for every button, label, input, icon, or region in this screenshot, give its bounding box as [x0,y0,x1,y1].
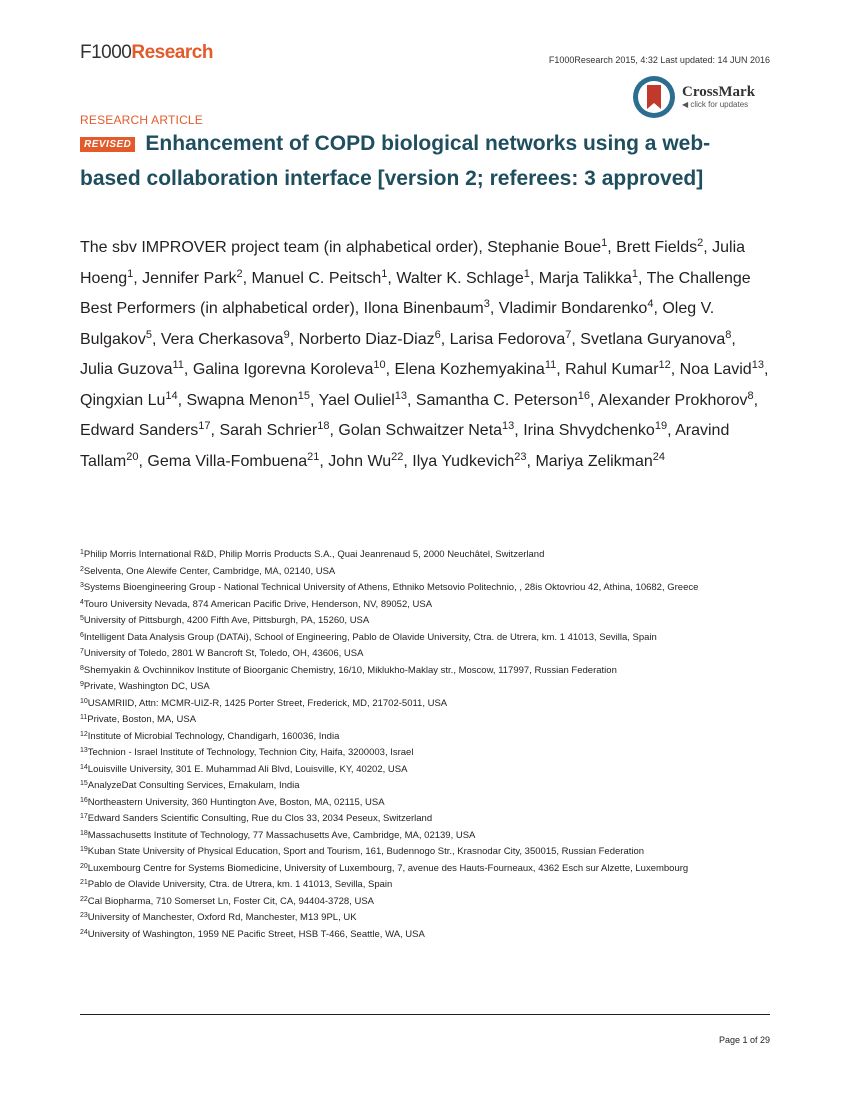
author[interactable] [535,450,666,470]
affiliation [80,663,770,680]
affiliation [80,613,770,630]
author-affiliation-ref[interactable]: 8 [725,328,732,341]
author-name: Elena Kozhemyakina [394,361,545,378]
author-name: Rahul Kumar [565,361,659,378]
author-affiliation-ref[interactable]: 14 [165,389,178,402]
affiliation [80,877,770,894]
author-affiliation-ref[interactable]: 10 [373,359,386,371]
affiliation-text: Private, Boston, MA, USA [87,714,197,725]
author-name: Walter K. Schlage [396,269,524,287]
author-name: Larisa Fedorova [449,330,566,348]
author-affiliation-ref[interactable]: 1 [631,267,638,280]
author-name: Galina Igorevna Koroleva [192,361,374,378]
affiliation-text: Luxembourg Centre for Systems Biomedicine, University of Luxembourg, 7, avenue des Hauts-Fourneaux, 4362 Esch sur Alzette, Luxembourg [87,862,689,874]
affiliation-number: 9 [80,681,84,688]
author-name: Jennifer Park [142,269,237,287]
affiliation-text: University of Pittsburgh, 4200 Fifth Ave, Pittsburgh, PA, 15260, USA [83,615,370,626]
author-name: Ilya Yudkevich [412,452,515,470]
author-name: Golan Schwaitzer Neta [338,422,503,439]
affiliation-text: University of Washington, 1959 NE Pacific Street, HSB T-466, Seattle, WA, USA [87,928,425,940]
affiliation-text: Cal Biopharma, 710 Somerset Ln, Foster Cit, CA, 94404-3728, USA [87,895,374,907]
affiliation [80,844,770,861]
affiliation-text: Technion - Israel Institute of Technology, Technion City, Haifa, 3200003, Israel [87,747,414,758]
affiliation-number: 11 [80,714,88,721]
affiliation-number: 18 [80,829,88,837]
author[interactable] [680,361,764,378]
author[interactable] [499,300,654,317]
affiliation-text: University of Manchester, Oxford Rd, Manchester, M13 9PL, UK [87,912,357,923]
affiliation [80,597,770,614]
author[interactable] [80,389,178,409]
affiliation-text: AnalyzeDat Consulting Services, Ernakulam, India [87,780,300,791]
author[interactable] [251,267,388,287]
affiliation-number: 10 [80,697,88,705]
author-affiliation-ref[interactable]: 7 [565,328,572,341]
author[interactable] [338,422,514,439]
affiliation-text: Private, Washington DC, USA [83,681,210,692]
author[interactable] [598,389,754,409]
author-name: Mariya Zelikman [535,452,653,470]
affiliation-text: Louisville University, 301 E. Muhammad Ali Blvd, Louisville, KY, 40202, USA [87,763,408,775]
affiliation [80,778,770,795]
author-name: Julia Hoeng [80,239,746,287]
author[interactable] [193,361,386,378]
author-affiliation-ref[interactable]: 5 [145,328,152,341]
author-name: Oleg V. Bulgakov [80,300,715,348]
affiliation [80,679,770,696]
author-affiliation-ref[interactable]: 22 [391,450,404,463]
citation-line: F1000Research 2015, 4:32 Last updated: 14 JUN 2016 [548,55,770,65]
affiliation-number: 4 [80,598,84,606]
affiliation-number: 13 [80,747,88,754]
author-name: Norberto Diaz-Diaz [298,330,435,348]
author[interactable] [298,328,441,348]
affiliation-text: Edward Sanders Scientific Consulting, Rue du Clos 33, 2034 Peseux, Switzerland [87,813,433,824]
author-affiliation-ref[interactable]: 20 [126,450,139,463]
author-affiliation-ref[interactable]: 2 [236,267,243,280]
author-affiliation-ref[interactable]: 24 [652,450,666,463]
author-name: Gema Villa-Fombuena [147,452,308,470]
affiliation-list [80,547,770,943]
affiliation-number: 8 [80,664,84,672]
author-name: Noa Lavid [679,361,752,378]
affiliation [80,910,770,927]
author[interactable] [142,267,243,287]
author-affiliation-ref[interactable]: 13 [394,389,408,402]
author[interactable] [80,239,607,256]
page-number: Page 1 of 29 [718,1035,770,1045]
author-name: Marja Talikka [538,269,632,287]
crossmark-title: CrossMark [682,83,756,100]
author-name: Vera Cherkasova [160,330,284,348]
author-affiliation-ref[interactable]: 4 [647,298,654,310]
affiliation-text: Institute of Microbial Technology, Chandigarh, 160036, India [87,730,340,742]
affiliation [80,861,770,878]
crossmark-icon [632,75,676,119]
logo-prefix: F1000 [80,42,132,63]
author-name: John Wu [328,452,392,470]
affiliation [80,762,770,779]
footer-divider [80,1014,770,1015]
author[interactable] [219,422,329,439]
revised-badge: REVISED [80,137,135,152]
affiliation-number: 5 [80,615,84,622]
affiliation [80,729,770,746]
affiliation [80,580,770,597]
author-list: The sbv IMPROVER project team (in alphabetical order), Stephanie Boue$^1$, Brett Fields$^2$, Julia Hoeng$^1$, Jennifer Park$^2$, Manuel C. Peitsch$^1$, Walter K. Schlage$^1$, Marja Talikka$^1$, The Challenge Best Performers (in alphabetical order), Ilona Binenbaum$^3$, Vladimir Bondarenko$^4$, Oleg V. Bulgakov$^5$, Vera Cherkasova$^9$, Norberto Diaz-Diaz$^6$, Larisa Fedorova$^7$, Svetlana Guryanova$^8$, Julia Guzova$^{11}$, Galina Igorevna Koroleva$^{10}$, Elena Kozhemyakina$^{11}$, Rahul Kumar$^{12}$, Noa Lavid$^{13}$, Qingxian Lu$^{14}$, Swapna Menon$^{15}$, Yael Ouliel$^{13}$, Samantha C. Peterson$^{16}$, Alexander Prokhorov$^8$, Edward Sanders$^{17}$, Sarah Schrier$^{18}$, Golan Schwaitzer Neta$^{13}$, Irina Shvydchenko$^{19}$, Aravind Tallam$^{20}$, Gema Villa-Fombuena$^{21}$, John Wu$^{22}$, Ilya Yudkevich$^{23}$, Mariya Zelikman$^{24}$ [80,237,769,470]
affiliation-text: Intelligent Data Analysis Group (DATAi), School of Engineering, Pablo de Olavide University, Ctra. de Utrera, km. 1 41013, Sevilla, Spain [83,631,657,643]
affiliation [80,646,770,663]
author-affiliation-ref[interactable]: 1 [127,267,134,280]
author[interactable] [415,389,591,409]
author-name: Brett Fields [616,239,698,256]
affiliation [80,564,770,581]
affiliation-number: 14 [80,763,88,771]
affiliation-text: USAMRIID, Attn: MCMR-UIZ-R, 1425 Porter Street, Frederick, MD, 21702-5011, USA [87,697,448,709]
author-affiliation-ref[interactable]: 19 [654,420,668,432]
author[interactable] [538,267,638,287]
author[interactable] [318,389,408,409]
affiliation-number: 7 [80,648,84,655]
article-title-text: Enhancement of COPD biological networks using a web-based collaboration interface [version 2; referees: 3 approved] [80,132,711,190]
affiliation [80,811,770,828]
affiliation-number: 6 [80,631,84,639]
affiliation-text: Touro University Nevada, 874 American Pacific Drive, Henderson, NV, 89052, USA [83,598,433,610]
affiliation-text: University of Toledo, 2801 W Bancroft St, Toledo, OH, 43606, USA [83,648,364,659]
author-affiliation-ref[interactable]: 16 [577,389,591,402]
author-affiliation-ref[interactable]: 3 [483,298,490,310]
author-affiliation-ref[interactable]: 13 [751,359,764,371]
affiliation-text: Kuban State University of Physical Education, Sport and Tourism, 161, Budennogo Str., Krasnodar City, 350015, Russian Federation [87,846,645,857]
author-affiliation-ref[interactable]: 12 [658,359,671,371]
affiliation-number: 2 [80,565,84,573]
author-name: Edward Sanders [80,422,199,439]
affiliation-number: 23 [80,912,88,919]
author[interactable] [396,267,530,287]
affiliation-number: 24 [80,928,88,936]
author-affiliation-ref[interactable]: 21 [307,450,320,463]
author-name: The sbv IMPROVER project team (in alphabetical order), Stephanie Boue [80,239,602,256]
affiliation [80,630,770,647]
author[interactable] [412,450,527,470]
author-affiliation-ref[interactable]: 11 [544,359,557,371]
author-affiliation-ref[interactable]: 11 [172,359,184,371]
author[interactable] [565,361,671,378]
author[interactable] [449,328,572,348]
affiliation [80,927,770,944]
author-name: Manuel C. Peitsch [251,269,382,287]
author[interactable] [580,328,732,348]
affiliation-text: Massachusetts Institute of Technology, 77 Massachusetts Ave, Cambridge, MA, 02139, USA [87,829,476,841]
author-name: Sarah Schrier [219,422,318,439]
author-affiliation-ref[interactable]: 13 [502,420,515,432]
affiliation [80,795,770,812]
affiliation-number: 17 [80,813,88,820]
author-name: The Challenge Best Performers (in alphabetical order), Ilona Binenbaum [80,269,751,317]
affiliation-number: 20 [80,862,88,870]
article-type: RESEARCH ARTICLE [80,113,204,127]
author-affiliation-ref[interactable]: 1 [381,267,388,280]
affiliation-text: Philip Morris International R&D, Philip Morris Products S.A., Quai Jeanrenaud 5, 2000 Neuchâtel, Switzerland [83,549,545,560]
affiliation [80,745,770,762]
author[interactable] [186,389,310,409]
affiliation-number: 19 [80,846,88,853]
author-name: Swapna Menon [186,391,298,409]
author[interactable] [523,422,667,439]
author-name: Yael Ouliel [318,391,395,409]
author[interactable] [328,450,404,470]
affiliation [80,712,770,729]
logo-suffix: Research [131,42,213,63]
author-name: Qingxian Lu [80,391,166,409]
affiliation-text: Systems Bioengineering Group - National Technical University of Athens, Ethniko Metsovio Politechnio, , 28is Oktovriou 42, Athina, 10682, Greece [83,582,699,593]
author-affiliation-ref[interactable]: 17 [198,420,211,432]
author-affiliation-ref[interactable]: 9 [283,328,290,341]
author-affiliation-ref[interactable]: 2 [697,237,704,249]
author-affiliation-ref[interactable]: 23 [514,450,527,463]
author[interactable] [80,361,184,378]
author-affiliation-ref[interactable]: 18 [317,420,330,432]
affiliation [80,894,770,911]
affiliation-number: 12 [80,730,88,738]
affiliation-text: Selventa, One Alewife Center, Cambridge, MA, 02140, USA [83,565,336,577]
affiliation-text: Pablo de Olavide University, Ctra. de Utrera, km. 1 41013, Sevilla, Spain [87,879,393,890]
author-name: Alexander Prokhorov [598,391,748,409]
affiliation-text: Northeastern University, 360 Huntington Ave, Boston, MA, 02115, USA [87,796,385,808]
author[interactable] [395,361,557,378]
article-title [80,126,760,196]
journal-logo[interactable] [80,42,213,64]
author[interactable] [147,450,320,470]
affiliation [80,547,770,564]
affiliation-number: 15 [80,780,88,787]
affiliation-text: Shemyakin & Ovchinnikov Institute of Bioorganic Chemistry, 16/10, Miklukho-Maklay str., Moscow, 117997, Russian Federation [83,664,617,676]
author-name: Samantha C. Peterson [415,391,578,409]
author-affiliation-ref[interactable]: 1 [601,237,608,249]
author[interactable] [80,422,211,439]
author[interactable] [160,328,290,348]
author-affiliation-ref[interactable]: 8 [747,389,754,402]
crossmark-subtitle: ◀ click for updates [682,99,749,109]
affiliation [80,696,770,713]
author-affiliation-ref[interactable]: 15 [297,389,310,402]
author-name: Julia Guzova [80,361,173,378]
author-name: Irina Shvydchenko [523,422,655,439]
crossmark-badge[interactable] [632,74,762,120]
affiliation-number: 22 [80,895,88,903]
affiliation [80,828,770,845]
author[interactable] [616,239,703,256]
author-name: Aravind Tallam [80,422,730,470]
author-affiliation-ref[interactable]: 6 [434,328,441,341]
affiliation-number: 3 [80,582,84,589]
author-affiliation-ref[interactable]: 1 [523,267,530,280]
author-name: Vladimir Bondarenko [498,300,648,317]
affiliation-number: 1 [80,549,84,556]
author-name: Svetlana Guryanova [580,330,726,348]
affiliation-number: 16 [80,796,88,804]
affiliation-number: 21 [80,879,88,886]
